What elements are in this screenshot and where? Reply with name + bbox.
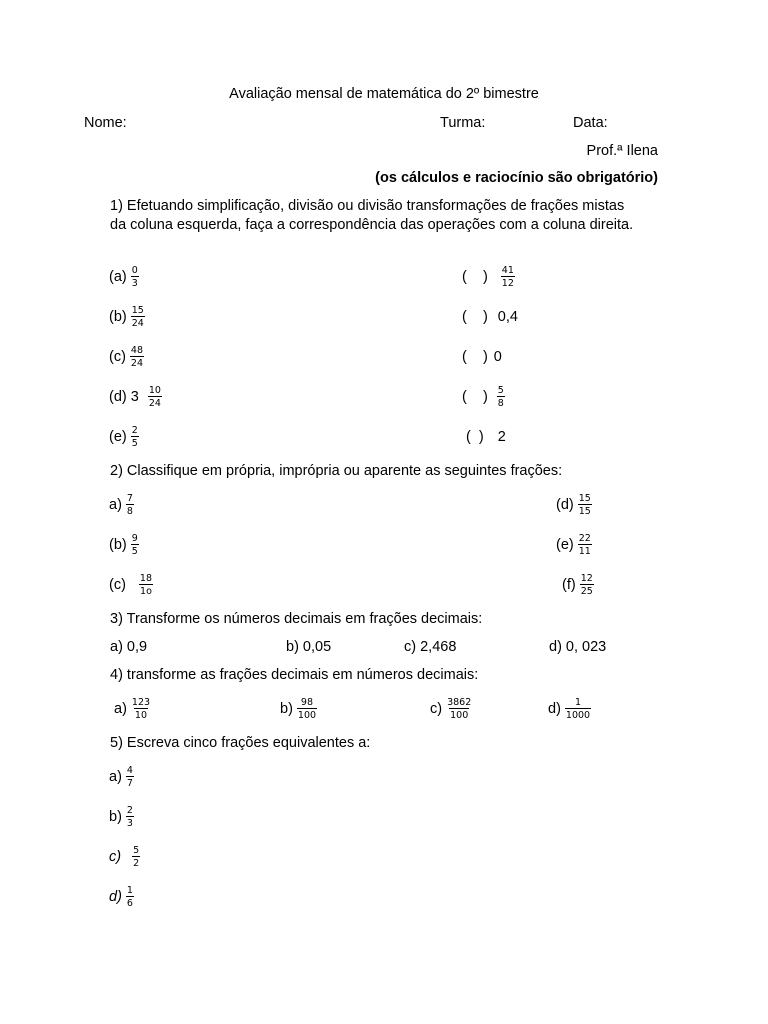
answer-value: 0,4: [497, 309, 518, 325]
item-label: (d): [556, 497, 574, 513]
fraction: $\frac{1}{6}$: [126, 884, 133, 909]
item-label: a): [109, 497, 122, 513]
answer-value: 2: [497, 429, 506, 445]
item-label: (c): [109, 349, 126, 365]
question-2-text: 2) Classifique em própria, imprópria ou aparente as seguintes frações:: [110, 463, 563, 479]
fraction: $\frac{9}{5}$: [131, 532, 138, 557]
instructions-note: (os cálculos e raciocínio são obrigatório): [375, 170, 658, 186]
answer-blank: ( ): [462, 349, 488, 365]
data-label: Data:: [573, 115, 608, 131]
answer-blank: ( ): [462, 309, 488, 325]
question-4-text: 4) transforme as frações decimais em números decimais:: [110, 667, 479, 683]
item-label: (b): [109, 537, 127, 553]
q1-right-5: [466, 420, 506, 454]
fraction: $\frac{15}{24}$: [131, 304, 144, 329]
answer-blank: ( ): [462, 389, 488, 405]
q1-left-c: [109, 340, 145, 374]
fraction: $\frac{5}{2}$: [133, 844, 140, 869]
q1-right-1: [462, 260, 516, 294]
answer-blank: ( ): [466, 429, 484, 445]
q5-item-a: [109, 760, 135, 794]
answer-blank: ( ): [462, 269, 488, 285]
question-3-text: 3) Transforme os números decimais em frações decimais:: [110, 611, 483, 627]
q2-item-a: [109, 488, 135, 522]
q5-item-d: [109, 880, 135, 914]
fraction: $\frac{2}{5}$: [131, 424, 138, 449]
item-label: b): [280, 701, 293, 717]
item-label: d): [548, 701, 561, 717]
item-label: (c): [109, 577, 126, 593]
fraction: $\frac{123}{10}$: [131, 696, 151, 721]
fraction: $\frac{0}{3}$: [131, 264, 138, 289]
q4-item-b: [280, 692, 318, 726]
q1-left-b: [109, 300, 146, 334]
question-5-text: 5) Escreva cinco frações equivalentes a:: [110, 735, 371, 751]
nome-label: Nome:: [84, 115, 127, 131]
q3-item-b: b) 0,05: [286, 639, 332, 655]
fraction: $\frac{41}{12}$: [501, 264, 514, 289]
q2-item-f: [562, 568, 595, 602]
item-label: (b): [109, 309, 127, 325]
q3-item-c: c) 2,468: [404, 639, 457, 655]
fraction: $\frac{4}{7}$: [126, 764, 133, 789]
q4-item-c: [430, 692, 473, 726]
q2-item-e: [556, 528, 593, 562]
fraction: $\frac{15}{15}$: [578, 492, 591, 517]
q2-item-c: [109, 568, 154, 602]
item-label: (a): [109, 269, 127, 285]
q1-left-d: [109, 380, 163, 414]
q5-item-b: [109, 800, 135, 834]
turma-label: Turma:: [440, 115, 486, 131]
fraction: $\frac{7}{8}$: [126, 492, 133, 517]
q1-right-3: [462, 340, 502, 374]
q5-item-c: [109, 840, 141, 874]
item-label: c): [430, 701, 443, 717]
q1-left-a: [109, 260, 140, 294]
fraction: $\frac{1}{1000}$: [565, 696, 591, 721]
q4-item-d: [548, 692, 592, 726]
fraction: $\frac{10}{24}$: [148, 384, 161, 409]
q2-item-b: [109, 528, 140, 562]
fraction: $\frac{12}{25}$: [580, 572, 593, 597]
q1-left-e: [109, 420, 140, 454]
answer-value: 0: [493, 349, 502, 365]
item-label: a): [114, 701, 127, 717]
item-label: (f): [562, 577, 576, 593]
page-title: Avaliação mensal de matemática do 2º bimestre: [229, 86, 539, 102]
fraction: $\frac{3862}{100}$: [447, 696, 472, 721]
item-label: (d) 3: [109, 389, 139, 405]
question-1-text: 1) Efetuando simplificação, divisão ou divisão transformações de frações mistas da coluna esquerda, faça a correspondência das operações com a coluna direita.: [110, 198, 634, 233]
item-label: (e): [109, 429, 127, 445]
item-label: b): [109, 809, 122, 825]
item-label: a): [109, 769, 122, 785]
item-label: c): [109, 849, 122, 865]
fraction: $\frac{98}{100}$: [297, 696, 317, 721]
fraction: $\frac{18}{1o}$: [139, 572, 153, 597]
q1-right-4: [462, 380, 506, 414]
q1-right-2: [462, 300, 518, 334]
q3-item-a: a) 0,9: [110, 639, 148, 655]
fraction: $\frac{22}{11}$: [578, 532, 591, 557]
item-label: (e): [556, 537, 574, 553]
q3-item-d: d) 0, 023: [549, 639, 607, 655]
fraction: $\frac{48}{24}$: [130, 344, 144, 369]
fraction: $\frac{2}{3}$: [126, 804, 133, 829]
q2-item-d: [556, 488, 593, 522]
q4-item-a: [114, 692, 152, 726]
teacher-name: Prof.ª Ilena: [586, 143, 658, 159]
item-label: d): [109, 889, 122, 905]
fraction: $\frac{5}{8}$: [497, 384, 504, 409]
